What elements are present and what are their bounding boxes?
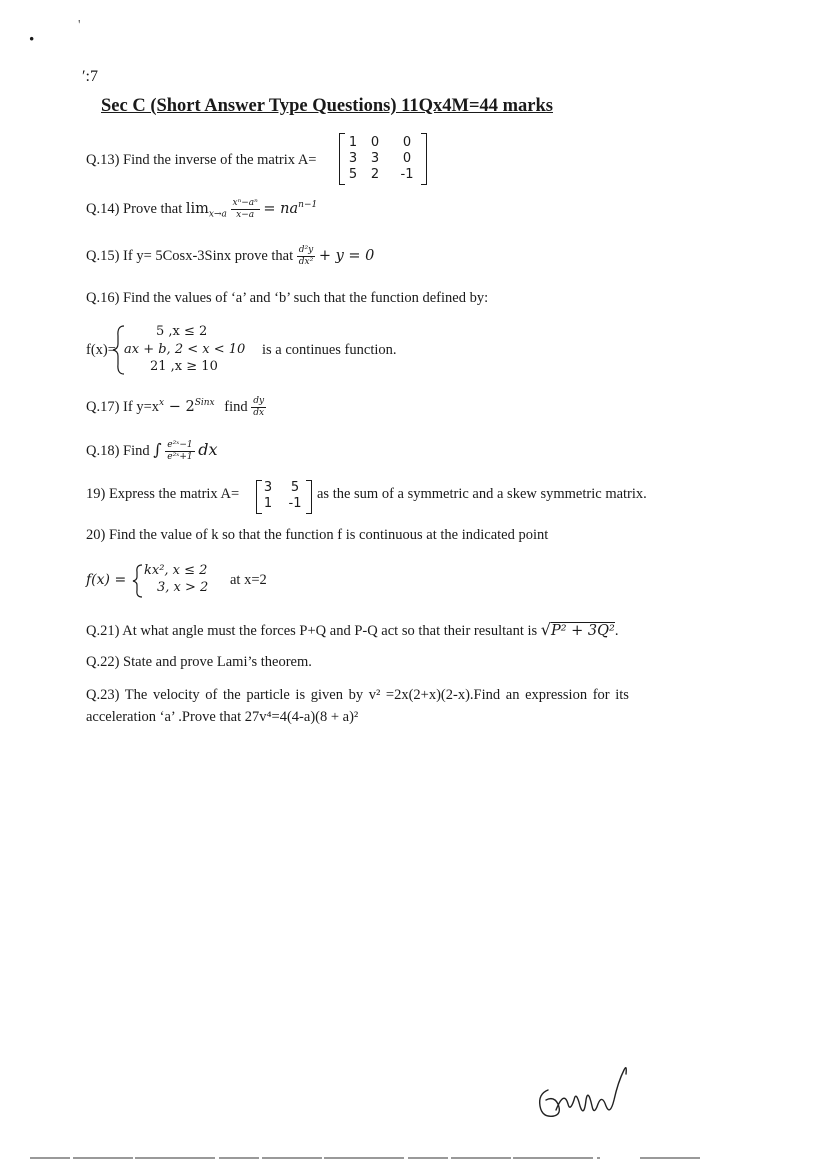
q14-text: Q.14) Prove that <box>86 200 183 217</box>
matrix-cell: 0 <box>370 135 380 150</box>
matrix-cell: -1 <box>400 167 414 182</box>
question-17 <box>86 397 266 418</box>
q18-denominator: e²ˣ+1 <box>167 452 193 463</box>
margin-dot: · <box>28 26 36 51</box>
bottom-scan-line <box>0 1155 827 1161</box>
q15-rest: + y = 0 <box>318 247 375 264</box>
q20-brace <box>132 563 144 599</box>
signature-image <box>528 1060 638 1132</box>
q14-numerator: xⁿ−aⁿ <box>232 198 258 208</box>
q14-lim: lim <box>185 200 209 217</box>
question-18 <box>86 440 218 462</box>
q18-fraction <box>165 441 194 462</box>
q17-text: Q.17) If y=x <box>86 398 160 415</box>
q18-dx: dx <box>198 440 218 459</box>
q18-integral: ∫ <box>153 440 162 459</box>
q21-sqrt-sign: √ <box>540 620 551 639</box>
question-22: Q.22) State and prove Lami’s theorem. <box>86 654 312 670</box>
q17-find: find <box>224 398 248 415</box>
matrix-right-bracket <box>421 133 427 185</box>
q20-at: at x=2 <box>230 572 267 588</box>
page-tick: ' <box>78 18 81 33</box>
matrix-cell: 1 <box>348 135 358 150</box>
q15-denominator: dx² <box>298 257 314 267</box>
question-20: 20) Find the value of k so that the function f is continuous at the indicated point <box>86 527 549 543</box>
q15-fraction <box>297 246 315 267</box>
q17-minus: − 2 <box>164 398 195 415</box>
question-16: Q.16) Find the values of ‘a’ and ‘b’ such that the function defined by: <box>86 290 489 306</box>
q16-suffix: is a continues function. <box>262 342 397 358</box>
question-21 <box>86 620 618 640</box>
q20-case-1: kx², x ≤ 2 <box>144 563 208 578</box>
q19-matrix <box>256 480 312 514</box>
q15-text: Q.15) If y= 5Cosx-3Sinx prove that <box>86 247 294 264</box>
q16-case-3: 21 ,x ≥ 10 <box>150 359 218 374</box>
q20-case-2: 3, x > 2 <box>157 580 209 595</box>
question-13 <box>86 152 316 169</box>
q17-x-sup: x <box>159 398 165 408</box>
matrix-cell: 2 <box>370 167 380 182</box>
q17-fraction <box>251 397 266 418</box>
q17-two-sup: Sinx <box>194 398 215 408</box>
question-23-line-1: Q.23) The velocity of the particle is given by v² =2x(2+x)(2-x).Find an expression for its <box>86 687 629 703</box>
question-14 <box>86 199 317 220</box>
matrix-cell: 5 <box>290 480 300 495</box>
q17-denominator: dx <box>253 408 265 418</box>
matrix-cell: -1 <box>288 496 302 511</box>
q18-text: Q.18) Find <box>86 443 150 459</box>
q13-text: Q.13) Find the inverse of the matrix A= <box>86 152 317 168</box>
q18-numerator: e²ˣ−1 <box>167 440 193 451</box>
q16-fx: f(x)= <box>86 342 116 358</box>
q14-rhs-sup: n−1 <box>298 200 318 210</box>
q14-lim-sub: x→a <box>208 209 227 220</box>
matrix-cell: 3 <box>370 151 380 166</box>
q21-radicand: P² + 3Q² <box>550 623 615 639</box>
q20-fx: f(x) = <box>86 572 127 588</box>
page-number-mark: ′:7 <box>82 68 98 85</box>
q21-end: . <box>614 623 619 639</box>
question-23-line-2: acceleration ‘a’ .Prove that 27v⁴=4(4-a)(8 + a)² <box>86 709 359 725</box>
matrix-cell: 3 <box>348 151 358 166</box>
matrix-cell: 0 <box>402 135 412 150</box>
section-title: Sec C (Short Answer Type Questions) 11Qx4M=44 marks <box>101 96 553 116</box>
q16-case-2: ax + b, 2 < x < 10 <box>124 342 246 357</box>
matrix-cell: 0 <box>402 151 412 166</box>
q14-fraction <box>231 199 260 220</box>
matrix-cell: 3 <box>263 480 273 495</box>
q17-numerator: dy <box>253 396 265 406</box>
q21-text: Q.21) At what angle must the forces P+Q and P-Q act so that their resultant is <box>86 623 538 639</box>
q14-denominator: x−a <box>236 210 255 220</box>
q14-rhs: = na <box>263 200 299 217</box>
q16-case-1: 5 ,x ≤ 2 <box>156 324 208 339</box>
q19-suffix: as the sum of a symmetric and a skew symmetric matrix. <box>317 486 647 502</box>
matrix-cell: 5 <box>348 167 358 182</box>
question-15 <box>86 246 374 267</box>
question-19: 19) Express the matrix A= <box>86 486 240 502</box>
q15-numerator: d²y <box>298 245 314 255</box>
matrix-right-bracket <box>306 480 312 514</box>
q13-matrix <box>339 133 427 185</box>
matrix-cell: 1 <box>263 496 273 511</box>
